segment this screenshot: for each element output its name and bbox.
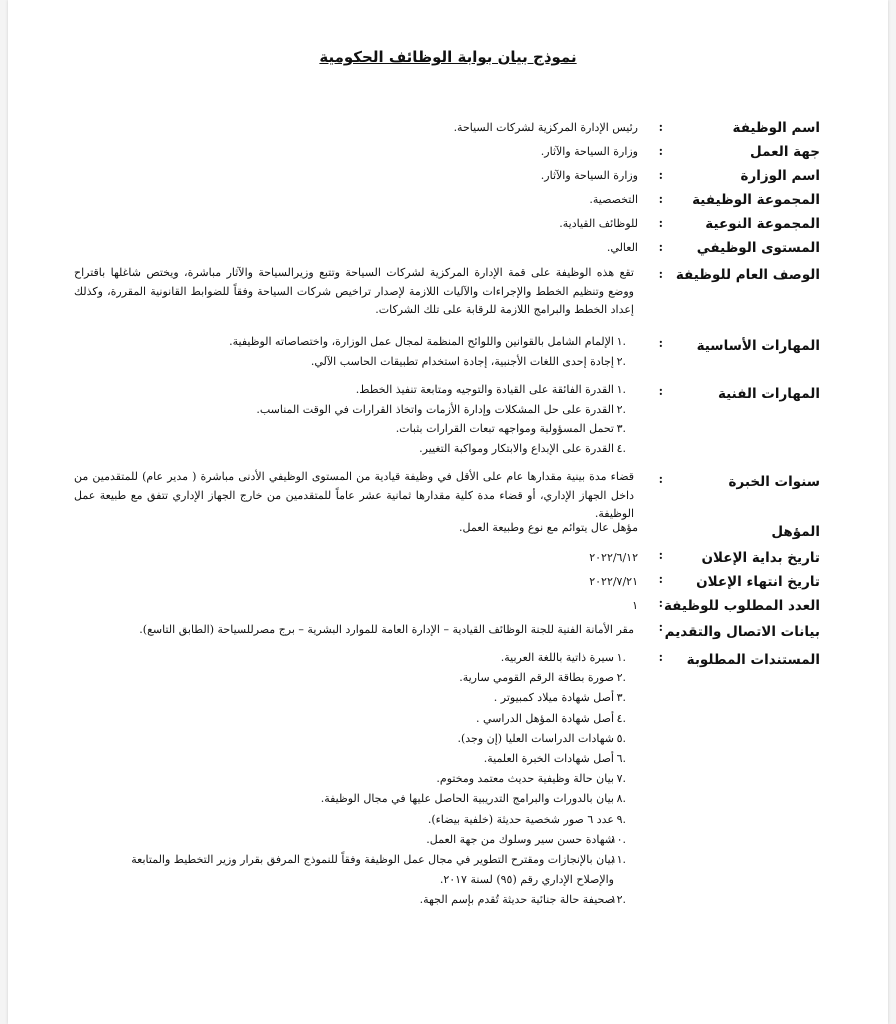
colon: :	[658, 120, 663, 134]
list-item	[114, 332, 626, 352]
list-text: أصل شهادة المؤهل الدراسي .	[475, 711, 614, 725]
list-item	[114, 419, 626, 439]
field-value: ٢٠٢٢/٧/٢١	[589, 575, 638, 588]
list-number: .٢	[616, 354, 626, 368]
list-item	[114, 688, 626, 708]
colon: :	[658, 548, 663, 562]
field-label: المهارات الفنية	[717, 386, 820, 402]
field-label: المهارات الأساسية	[696, 338, 820, 354]
list-number: .٤	[616, 711, 626, 725]
field-label: تاريخ انتهاء الإعلان	[696, 574, 820, 590]
colon: :	[658, 384, 663, 398]
field-list	[114, 648, 626, 911]
field-label: جهة العمل	[750, 144, 820, 160]
field-value: مؤهل عال يتوائم مع نوع وطبيعة العمل.	[459, 521, 638, 534]
list-number: .٢	[616, 402, 626, 416]
list-number: .١٢	[610, 893, 626, 907]
list-item	[114, 749, 626, 769]
field-label: المستوى الوظيفي	[696, 240, 820, 256]
field-value: رئيس الإدارة المركزية لشركات السياحة.	[453, 121, 638, 134]
list-text: الإلمام الشامل بالقوانين واللوائح المنظمة لمجال عمل الوزارة، واختصاصاته الوظيفية.	[229, 335, 614, 348]
list-text: القدرة على الإبداع والابتكار ومواكبة التغيير.	[419, 441, 614, 455]
colon: :	[658, 472, 663, 486]
field-label: العدد المطلوب للوظيفة	[663, 598, 820, 614]
field-label: المجموعة الوظيفية	[692, 192, 820, 208]
colon: :	[658, 240, 663, 254]
list-number: .٩	[616, 812, 626, 826]
field-value: ١	[632, 599, 638, 612]
page-title: نموذج بيان بوابة الوظائف الحكومية	[319, 48, 577, 66]
list-text: شهادة حسن سير وسلوك من جهة العمل.	[426, 832, 614, 846]
colon: :	[658, 267, 663, 281]
list-number: .٣	[616, 691, 626, 705]
field-label: اسم الوظيفة	[732, 120, 820, 136]
list-item	[114, 769, 626, 789]
list-number: .٧	[616, 772, 626, 786]
field-value: تقع هذه الوظيفة على قمة الإدارة المركزية لشركات السياحة وتتبع وزيرالسياحة والآثار مباشرة، ويختص شاغلها باقتراح ووضع وتنظيم الخطط والإجراءات والآليات اللازمة لإصدار تراخيص شركات السياحة وفقاً للضوابط القانونية المقررة، وكذلك إعداد الخطط والبرامج اللازمة للرقابة على تلك الشركات.	[74, 266, 634, 316]
list-number: .١٠	[610, 832, 626, 846]
list-number: .٢	[616, 671, 626, 685]
field-value: التخصصية.	[589, 193, 638, 206]
field-value: قضاء مدة بينية مقدارها عام على الأقل في وظيفة قيادية من المستوى الوظيفي الأدنى مباشرة ( مدير عام) للمتقدمين من داخل الجهاز الإداري، أو قضاء مدة كلية مقدارها ثمانية عشر عاماً للمتقدمين من خارج الجهاز الإداري تتفق مع طبيعة عمل الوظيفة.	[74, 470, 634, 520]
list-number: .٦	[616, 752, 626, 766]
list-text: إجادة إحدى اللغات الأجنبية، إجادة استخدام تطبيقات الحاسب الآلي.	[310, 354, 614, 368]
list-item	[114, 380, 626, 400]
field-value: وزارة السياحة والآثار.	[540, 145, 638, 158]
field-label: سنوات الخبرة	[728, 474, 820, 490]
list-item	[114, 352, 626, 372]
list-number: .١	[616, 335, 626, 348]
field-value: ٢٠٢٢/٦/١٢	[589, 551, 638, 564]
list-text: سيرة ذاتية باللغة العربية.	[500, 651, 614, 664]
list-text: أصل شهادة ميلاد كمبيوتر .	[493, 691, 614, 705]
list-item	[114, 890, 626, 910]
list-text: بيان بالإنجازات ومقترح التطوير في مجال عمل الوظيفة وفقاً للنموذج المرفق بقرار وزير التخطيط والمتابعة والإصلاح الإداري رقم (٩٥) لسنة ٢٠١٧.	[131, 853, 614, 887]
field-list	[114, 380, 626, 458]
list-text: أصل شهادات الخبرة العلمية.	[483, 752, 614, 766]
field-label: الوصف العام للوظيفة	[675, 267, 820, 283]
list-item	[114, 789, 626, 809]
field-label: تاريخ بداية الإعلان	[701, 550, 820, 566]
list-item	[114, 729, 626, 749]
list-text: صحيفة حالة جنائية حديثة تُقدم بإسم الجهة.	[419, 893, 614, 907]
list-number: .٤	[616, 441, 626, 455]
field-value: العالي.	[606, 241, 638, 254]
colon: :	[658, 216, 663, 230]
list-item	[114, 830, 626, 850]
list-text: القدرة الفائقة على القيادة والتوجيه ومتابعة تنفيذ الخطط.	[355, 383, 614, 396]
colon: :	[658, 168, 663, 182]
colon: :	[658, 144, 663, 158]
field-label: اسم الوزارة	[740, 168, 820, 184]
field-label: المؤهل	[771, 524, 820, 540]
list-number: .١	[616, 383, 626, 396]
list-text: القدرة على حل المشكلات وإدارة الأزمات واتخاذ القرارات في الوقت المناسب.	[256, 402, 614, 416]
colon: :	[658, 572, 663, 586]
list-text: تحمل المسؤولية ومواجهه تبعات القرارات بثبات.	[395, 422, 614, 436]
list-number: .٨	[616, 792, 626, 806]
colon: :	[658, 192, 663, 206]
colon: :	[658, 650, 663, 664]
field-value: مقر الأمانة الفنية للجنة الوظائف القيادية – الإدارة العامة للموارد البشرية – برج مصرللسياحة (الطابق التاسع).	[139, 623, 634, 636]
field-label: بيانات الاتصال والتقديم	[664, 624, 820, 640]
list-text: صورة بطاقة الرقم القومي سارية.	[459, 671, 614, 685]
list-text: بيان حالة وظيفية حديث معتمد ومختوم.	[436, 772, 614, 786]
list-item	[114, 810, 626, 830]
list-item	[114, 400, 626, 420]
list-number: .٣	[616, 422, 626, 436]
list-text: شهادات الدراسات العليا (إن وجد).	[457, 731, 614, 745]
list-item	[94, 850, 626, 890]
list-item	[114, 709, 626, 729]
list-number: .٥	[616, 731, 626, 745]
list-item	[114, 668, 626, 688]
list-text: بيان بالدورات والبرامج التدريبية الحاصل عليها في مجال الوظيفة.	[320, 792, 614, 806]
colon: :	[658, 596, 663, 610]
colon: :	[658, 620, 663, 634]
list-number: .١١	[610, 853, 626, 867]
list-item	[114, 648, 626, 668]
list-number: .١	[616, 651, 626, 664]
field-list	[114, 332, 626, 371]
field-value: للوظائف القيادية.	[559, 217, 638, 230]
list-item	[114, 439, 626, 459]
list-text: عدد ٦ صور شخصية حديثة (خلفية بيضاء).	[427, 812, 614, 826]
field-label: المجموعة النوعية	[705, 216, 820, 232]
field-value: وزارة السياحة والآثار.	[540, 169, 638, 182]
colon: :	[658, 336, 663, 350]
field-label: المستندات المطلوبة	[686, 652, 820, 668]
